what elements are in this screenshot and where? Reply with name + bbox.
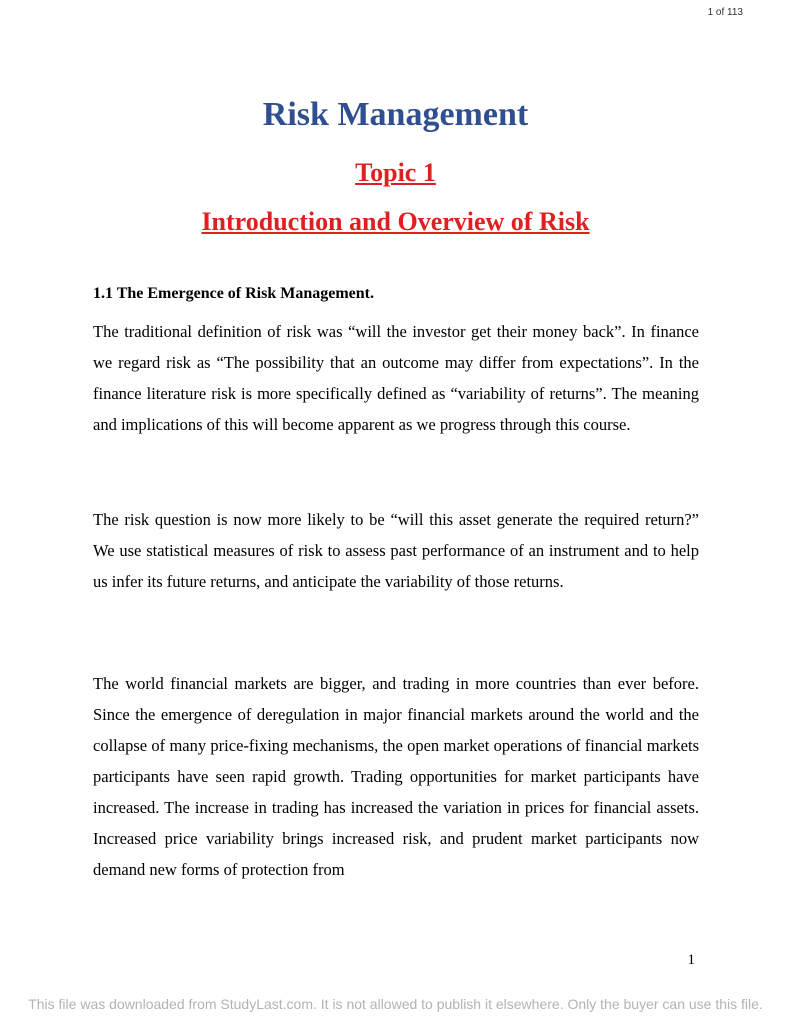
section-heading: 1.1 The Emergence of Risk Management. [93, 285, 374, 302]
topic-heading: Topic 1 [355, 158, 436, 187]
page-number: 1 [687, 952, 695, 968]
body-paragraph: The traditional definition of risk was “will the investor get their money back”. In finance we regard risk as “The possibility that an outcome may differ from expectations”. In the finance literature risk is more specifically defined as “variability of returns”. The meaning and implications of this will become apparent as we progress through this course. [93, 322, 699, 434]
download-notice: This file was downloaded from StudyLast.com. It is not allowed to publish it elsewhere. Only the buyer can use this file. [28, 996, 763, 1012]
document-title: Risk Management [262, 96, 529, 133]
body-paragraph: The risk question is now more likely to be “will this asset generate the required return?” We use statistical measures of risk to assess past performance of an instrument and to help us infer its future returns, and anticipate the variability of those returns. [93, 510, 699, 591]
page-counter: 1 of 113 [707, 7, 743, 18]
chapter-subtitle: Introduction and Overview of Risk [201, 207, 590, 236]
body-paragraph: The world financial markets are bigger, and trading in more countries than ever before. Since the emergence of deregulation in major financial markets around the world and the collapse of many price-fixing mechanisms, the open market operations of financial markets participants have seen rapid growth. Trading opportunities for market participants have increased. The increase in trading has increased the variation in prices for financial assets. Increased price variability brings increased risk, and prudent market participants now demand new forms of protection from [93, 674, 699, 879]
